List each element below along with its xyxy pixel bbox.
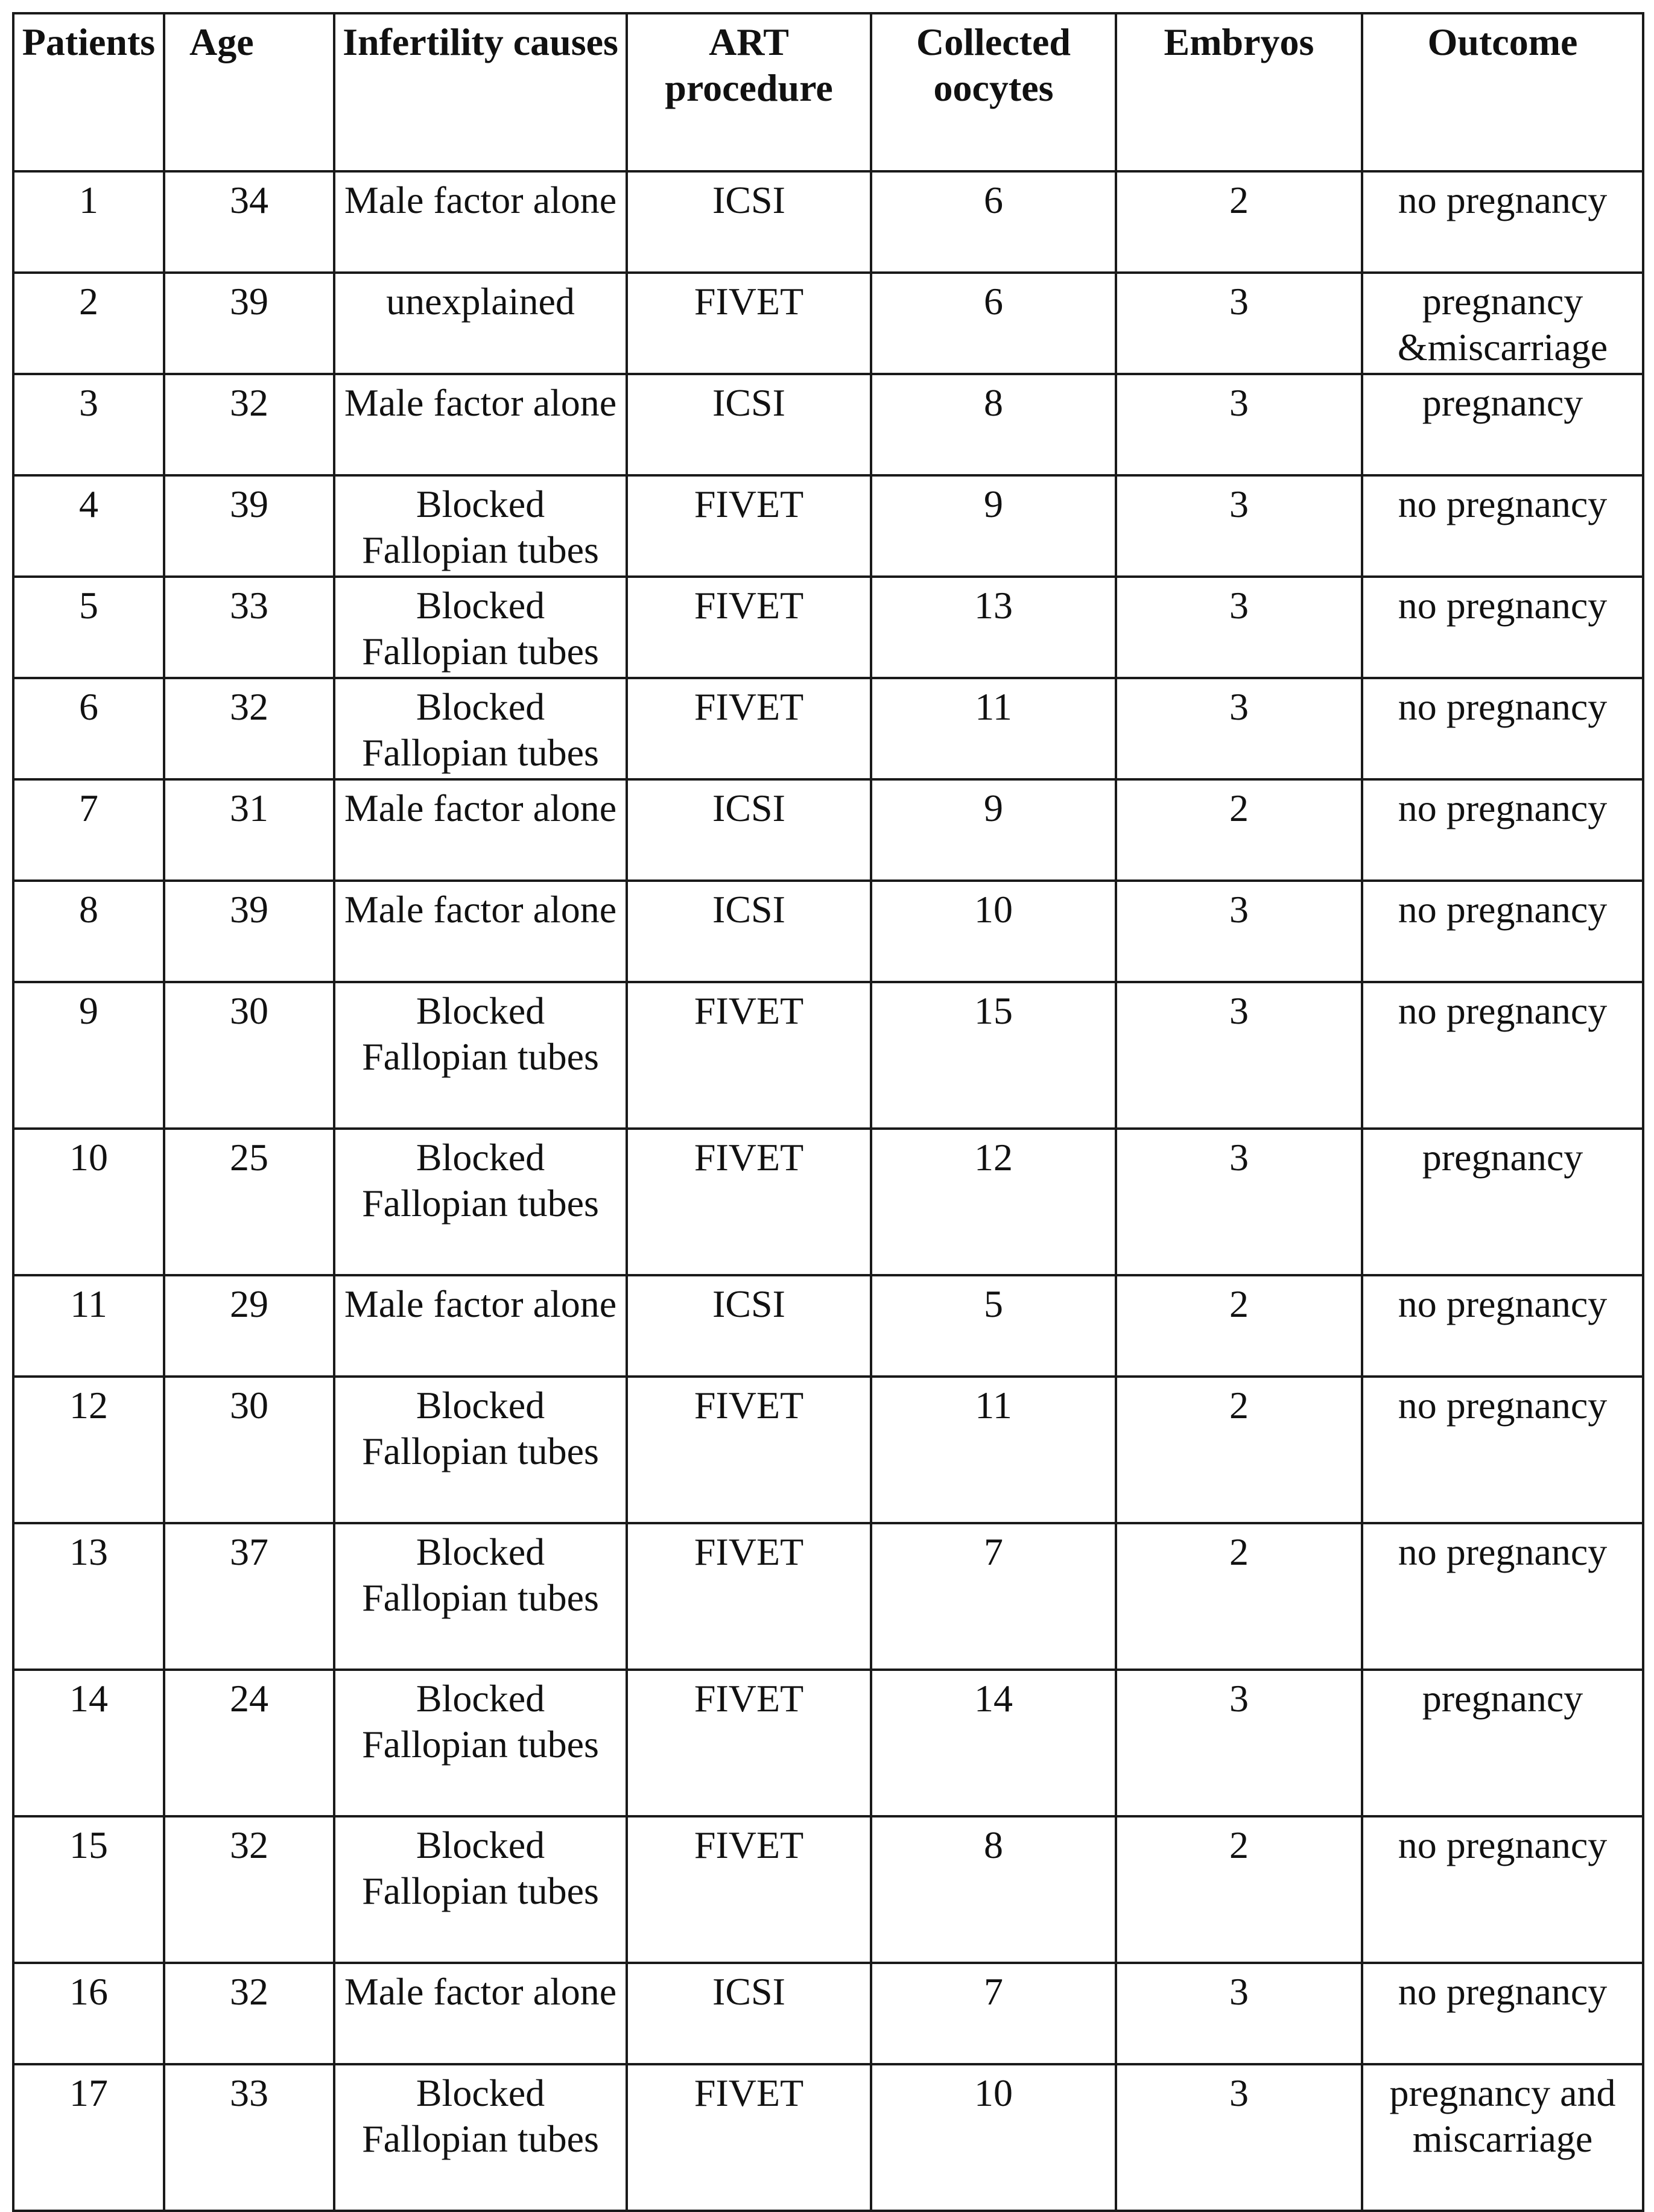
cell-outcome-text: no pregnancy <box>1398 179 1608 221</box>
cell-outcome-text: no pregnancy <box>1398 1530 1608 1573</box>
cell-embryos <box>1116 577 1362 678</box>
cell-infertility-cause-text: Male factor alone <box>344 1970 617 2013</box>
cell-patient-text: 6 <box>79 685 98 728</box>
cell-outcome <box>1362 982 1643 1129</box>
cell-collected-oocytes-text: 10 <box>974 2071 1013 2114</box>
cell-outcome-text: no pregnancy <box>1398 584 1608 627</box>
cell-infertility-cause-text: Blocked Fallopian tubes <box>362 1384 599 1472</box>
cell-outcome-text: no pregnancy <box>1398 1970 1608 2013</box>
cell-infertility-cause-text: Blocked Fallopian tubes <box>362 1677 599 1766</box>
cell-embryos-text: 2 <box>1229 787 1249 829</box>
cell-patient <box>13 1963 164 2064</box>
cell-outcome-text: no pregnancy <box>1398 888 1608 931</box>
cell-patient-text: 15 <box>69 1824 108 1866</box>
cell-art-procedure <box>627 1670 871 1816</box>
table-row <box>13 982 1643 1129</box>
cell-age <box>164 881 334 982</box>
cell-outcome <box>1362 1816 1643 1963</box>
cell-age-text: 30 <box>230 989 268 1032</box>
cell-age-text: 30 <box>230 1384 268 1427</box>
cell-infertility-cause <box>334 1129 627 1275</box>
cell-age-text: 32 <box>230 685 268 728</box>
cell-collected-oocytes <box>871 678 1116 779</box>
cell-infertility-cause-text: Blocked Fallopian tubes <box>362 1824 599 1912</box>
cell-collected-oocytes-text: 7 <box>984 1530 1003 1573</box>
cell-infertility-cause-text: Blocked Fallopian tubes <box>362 2071 599 2160</box>
cell-art-procedure-text: FIVET <box>694 1530 804 1573</box>
cell-patient <box>13 1523 164 1670</box>
cell-age-text: 37 <box>230 1530 268 1573</box>
cell-collected-oocytes-text: 7 <box>984 1970 1003 2013</box>
cell-age <box>164 1377 334 1523</box>
cell-infertility-cause-text: Blocked Fallopian tubes <box>362 1136 599 1225</box>
cell-age-text: 32 <box>230 1970 268 2013</box>
table-row <box>13 374 1643 475</box>
cell-age <box>164 374 334 475</box>
cell-patient-text: 5 <box>79 584 98 627</box>
cell-embryos <box>1116 475 1362 577</box>
cell-art-procedure <box>627 881 871 982</box>
table-row <box>13 1963 1643 2064</box>
cell-patient <box>13 881 164 982</box>
cell-embryos <box>1116 779 1362 881</box>
cell-art-procedure-text: FIVET <box>694 2071 804 2114</box>
cell-collected-oocytes <box>871 2064 1116 2211</box>
cell-embryos-text: 3 <box>1229 584 1249 627</box>
cell-age <box>164 1963 334 2064</box>
cell-patient-text: 16 <box>69 1970 108 2013</box>
header-outcome: Outcome <box>1362 13 1643 171</box>
cell-embryos-text: 3 <box>1229 2071 1249 2114</box>
cell-patient-text: 4 <box>79 483 98 525</box>
cell-outcome <box>1362 1377 1643 1523</box>
cell-patient <box>13 779 164 881</box>
cell-outcome <box>1362 881 1643 982</box>
cell-embryos <box>1116 171 1362 273</box>
cell-patient-text: 7 <box>79 787 98 829</box>
cell-embryos-text: 2 <box>1229 1530 1249 1573</box>
cell-infertility-cause <box>334 1275 627 1377</box>
cell-collected-oocytes-text: 12 <box>974 1136 1013 1179</box>
cell-art-procedure-text: ICSI <box>712 888 785 931</box>
cell-patient-text: 10 <box>69 1136 108 1179</box>
cell-embryos <box>1116 1963 1362 2064</box>
cell-patient <box>13 374 164 475</box>
cell-embryos <box>1116 1816 1362 1963</box>
cell-age-text: 33 <box>230 2071 268 2114</box>
cell-patient-text: 12 <box>69 1384 108 1427</box>
cell-collected-oocytes-text: 11 <box>975 1384 1012 1427</box>
cell-age-text: 33 <box>230 584 268 627</box>
cell-patient-text: 8 <box>79 888 98 931</box>
cell-infertility-cause <box>334 779 627 881</box>
cell-outcome <box>1362 678 1643 779</box>
cell-age <box>164 2064 334 2211</box>
table-row <box>13 881 1643 982</box>
cell-infertility-cause-text: Male factor alone <box>344 888 617 931</box>
cell-art-procedure-text: FIVET <box>694 483 804 525</box>
cell-outcome <box>1362 171 1643 273</box>
cell-collected-oocytes-text: 6 <box>984 179 1003 221</box>
cell-art-procedure-text: FIVET <box>694 1677 804 1720</box>
cell-art-procedure <box>627 1963 871 2064</box>
cell-art-procedure-text: FIVET <box>694 280 804 323</box>
cell-embryos <box>1116 2064 1362 2211</box>
table-row <box>13 1816 1643 1963</box>
cell-outcome <box>1362 779 1643 881</box>
cell-art-procedure-text: ICSI <box>712 381 785 424</box>
cell-collected-oocytes <box>871 171 1116 273</box>
cell-collected-oocytes-text: 8 <box>984 381 1003 424</box>
cell-age-text: 39 <box>230 888 268 931</box>
cell-embryos-text: 3 <box>1229 685 1249 728</box>
header-infertility-causes: Infertility causes <box>334 13 627 171</box>
table-row <box>13 577 1643 678</box>
table-row <box>13 2064 1643 2211</box>
cell-embryos <box>1116 273 1362 374</box>
cell-embryos-text: 3 <box>1229 1970 1249 2013</box>
table-row <box>13 1275 1643 1377</box>
cell-collected-oocytes <box>871 475 1116 577</box>
cell-infertility-cause <box>334 2064 627 2211</box>
cell-patient-text: 3 <box>79 381 98 424</box>
cell-infertility-cause <box>334 171 627 273</box>
cell-embryos <box>1116 982 1362 1129</box>
cell-patient-text: 17 <box>69 2071 108 2114</box>
cell-embryos <box>1116 1523 1362 1670</box>
cell-embryos-text: 3 <box>1229 989 1249 1032</box>
cell-age-text: 32 <box>230 381 268 424</box>
cell-art-procedure-text: FIVET <box>694 989 804 1032</box>
cell-embryos <box>1116 881 1362 982</box>
cell-collected-oocytes <box>871 1816 1116 1963</box>
cell-collected-oocytes <box>871 273 1116 374</box>
header-age: Age <box>164 13 334 171</box>
cell-infertility-cause <box>334 1670 627 1816</box>
cell-art-procedure <box>627 171 871 273</box>
cell-art-procedure <box>627 374 871 475</box>
cell-embryos-text: 2 <box>1229 1384 1249 1427</box>
cell-art-procedure <box>627 1129 871 1275</box>
cell-embryos-text: 3 <box>1229 483 1249 525</box>
cell-collected-oocytes <box>871 374 1116 475</box>
cell-outcome <box>1362 1670 1643 1816</box>
cell-patient <box>13 1129 164 1275</box>
cell-infertility-cause <box>334 881 627 982</box>
cell-art-procedure <box>627 678 871 779</box>
cell-age-text: 39 <box>230 483 268 525</box>
cell-outcome <box>1362 1275 1643 1377</box>
table-row <box>13 1129 1643 1275</box>
cell-infertility-cause <box>334 577 627 678</box>
cell-patient <box>13 171 164 273</box>
cell-art-procedure <box>627 1523 871 1670</box>
cell-patient <box>13 273 164 374</box>
cell-age-text: 34 <box>230 179 268 221</box>
table-row <box>13 779 1643 881</box>
cell-infertility-cause <box>334 475 627 577</box>
cell-embryos <box>1116 1670 1362 1816</box>
cell-infertility-cause-text: Blocked Fallopian tubes <box>362 483 599 571</box>
cell-age <box>164 273 334 374</box>
cell-infertility-cause-text: Male factor alone <box>344 179 617 221</box>
cell-age-text: 31 <box>230 787 268 829</box>
cell-collected-oocytes-text: 6 <box>984 280 1003 323</box>
cell-collected-oocytes-text: 15 <box>974 989 1013 1032</box>
table-row <box>13 1523 1643 1670</box>
cell-embryos-text: 2 <box>1229 1282 1249 1325</box>
cell-outcome-text: no pregnancy <box>1398 1282 1608 1325</box>
table-row <box>13 475 1643 577</box>
table-header-row <box>13 13 1643 171</box>
cell-infertility-cause <box>334 1377 627 1523</box>
table-body <box>13 171 1643 2211</box>
cell-age <box>164 982 334 1129</box>
cell-embryos-text: 3 <box>1229 1136 1249 1179</box>
cell-outcome-text: pregnancy <box>1422 1136 1583 1179</box>
cell-collected-oocytes <box>871 1129 1116 1275</box>
cell-embryos-text: 2 <box>1229 1824 1249 1866</box>
cell-age <box>164 779 334 881</box>
cell-embryos <box>1116 1377 1362 1523</box>
cell-infertility-cause-text: Male factor alone <box>344 787 617 829</box>
cell-patient <box>13 1670 164 1816</box>
cell-embryos-text: 3 <box>1229 381 1249 424</box>
cell-age <box>164 577 334 678</box>
cell-age <box>164 171 334 273</box>
cell-collected-oocytes <box>871 881 1116 982</box>
cell-outcome <box>1362 1129 1643 1275</box>
cell-outcome-text: no pregnancy <box>1398 483 1608 525</box>
cell-outcome-text: pregnancy and miscarriage <box>1389 2071 1616 2160</box>
cell-embryos <box>1116 1129 1362 1275</box>
cell-patient-text: 13 <box>69 1530 108 1573</box>
cell-infertility-cause-text: Male factor alone <box>344 1282 617 1325</box>
cell-collected-oocytes <box>871 577 1116 678</box>
cell-patient <box>13 1816 164 1963</box>
cell-art-procedure-text: FIVET <box>694 584 804 627</box>
cell-infertility-cause <box>334 982 627 1129</box>
cell-age-text: 25 <box>230 1136 268 1179</box>
cell-outcome-text: pregnancy <box>1422 381 1583 424</box>
cell-outcome <box>1362 1963 1643 2064</box>
cell-collected-oocytes <box>871 982 1116 1129</box>
cell-patient <box>13 2064 164 2211</box>
cell-art-procedure-text: FIVET <box>694 1384 804 1427</box>
cell-collected-oocytes-text: 14 <box>974 1677 1013 1720</box>
table-row <box>13 678 1643 779</box>
header-embryos: Embryos <box>1116 13 1362 171</box>
cell-age <box>164 1670 334 1816</box>
cell-embryos <box>1116 374 1362 475</box>
cell-infertility-cause-text: Blocked Fallopian tubes <box>362 989 599 1078</box>
cell-art-procedure-text: ICSI <box>712 787 785 829</box>
cell-embryos <box>1116 1275 1362 1377</box>
cell-art-procedure <box>627 982 871 1129</box>
patients-table <box>12 12 1644 2212</box>
table-row <box>13 171 1643 273</box>
cell-patient-text: 11 <box>70 1282 107 1325</box>
cell-art-procedure-text: ICSI <box>712 1970 785 2013</box>
cell-art-procedure <box>627 1377 871 1523</box>
cell-collected-oocytes-text: 9 <box>984 787 1003 829</box>
cell-embryos <box>1116 678 1362 779</box>
cell-collected-oocytes <box>871 1377 1116 1523</box>
cell-patient-text: 1 <box>79 179 98 221</box>
cell-collected-oocytes-text: 10 <box>974 888 1013 931</box>
cell-outcome-text: no pregnancy <box>1398 1824 1608 1866</box>
cell-collected-oocytes-text: 11 <box>975 685 1012 728</box>
table-row <box>13 1377 1643 1523</box>
cell-patient <box>13 577 164 678</box>
cell-infertility-cause <box>334 1963 627 2064</box>
cell-art-procedure-text: FIVET <box>694 1136 804 1179</box>
cell-outcome <box>1362 273 1643 374</box>
cell-outcome-text: no pregnancy <box>1398 787 1608 829</box>
cell-age <box>164 1816 334 1963</box>
cell-infertility-cause <box>334 273 627 374</box>
cell-embryos-text: 3 <box>1229 888 1249 931</box>
cell-patient-text: 2 <box>79 280 98 323</box>
cell-embryos-text: 3 <box>1229 1677 1249 1720</box>
cell-outcome <box>1362 577 1643 678</box>
cell-art-procedure-text: ICSI <box>712 179 785 221</box>
cell-outcome-text: no pregnancy <box>1398 989 1608 1032</box>
cell-infertility-cause <box>334 374 627 475</box>
cell-art-procedure <box>627 273 871 374</box>
cell-age-text: 32 <box>230 1824 268 1866</box>
cell-art-procedure <box>627 1275 871 1377</box>
cell-outcome-text: pregnancy &miscarriage <box>1397 280 1608 369</box>
cell-patient-text: 14 <box>69 1677 108 1720</box>
cell-collected-oocytes <box>871 779 1116 881</box>
cell-age <box>164 1129 334 1275</box>
cell-collected-oocytes <box>871 1670 1116 1816</box>
cell-outcome-text: no pregnancy <box>1398 685 1608 728</box>
cell-patient <box>13 1275 164 1377</box>
cell-art-procedure-text: FIVET <box>694 1824 804 1866</box>
cell-embryos-text: 2 <box>1229 179 1249 221</box>
cell-patient <box>13 1377 164 1523</box>
cell-infertility-cause-text: Blocked Fallopian tubes <box>362 584 599 673</box>
cell-collected-oocytes-text: 9 <box>984 483 1003 525</box>
cell-age <box>164 678 334 779</box>
cell-collected-oocytes <box>871 1523 1116 1670</box>
cell-collected-oocytes <box>871 1275 1116 1377</box>
cell-outcome <box>1362 475 1643 577</box>
cell-age <box>164 1275 334 1377</box>
cell-embryos-text: 3 <box>1229 280 1249 323</box>
cell-age <box>164 475 334 577</box>
cell-age-text: 29 <box>230 1282 268 1325</box>
cell-patient <box>13 982 164 1129</box>
cell-art-procedure <box>627 577 871 678</box>
cell-patient-text: 9 <box>79 989 98 1032</box>
cell-art-procedure <box>627 2064 871 2211</box>
cell-age-text: 39 <box>230 280 268 323</box>
cell-patient <box>13 475 164 577</box>
cell-collected-oocytes-text: 5 <box>984 1282 1003 1325</box>
cell-art-procedure <box>627 1816 871 1963</box>
header-patients: Patients <box>13 13 164 171</box>
cell-age-text: 24 <box>230 1677 268 1720</box>
cell-outcome <box>1362 1523 1643 1670</box>
cell-art-procedure <box>627 475 871 577</box>
cell-infertility-cause-text: Blocked Fallopian tubes <box>362 1530 599 1619</box>
cell-infertility-cause <box>334 678 627 779</box>
table-row <box>13 273 1643 374</box>
cell-art-procedure-text: FIVET <box>694 685 804 728</box>
cell-infertility-cause-text: unexplained <box>386 280 575 323</box>
header-collected-oocytes: Collected oocytes <box>871 13 1116 171</box>
cell-infertility-cause-text: Blocked Fallopian tubes <box>362 685 599 774</box>
cell-outcome-text: no pregnancy <box>1398 1384 1608 1427</box>
cell-collected-oocytes-text: 13 <box>974 584 1013 627</box>
table-row <box>13 1670 1643 1816</box>
cell-outcome-text: pregnancy <box>1422 1677 1583 1720</box>
cell-outcome <box>1362 2064 1643 2211</box>
header-art-procedure: ART procedure <box>627 13 871 171</box>
cell-collected-oocytes-text: 8 <box>984 1824 1003 1866</box>
cell-infertility-cause-text: Male factor alone <box>344 381 617 424</box>
cell-age <box>164 1523 334 1670</box>
cell-art-procedure <box>627 779 871 881</box>
cell-infertility-cause <box>334 1523 627 1670</box>
cell-art-procedure-text: ICSI <box>712 1282 785 1325</box>
cell-patient <box>13 678 164 779</box>
cell-outcome <box>1362 374 1643 475</box>
cell-collected-oocytes <box>871 1963 1116 2064</box>
cell-infertility-cause <box>334 1816 627 1963</box>
